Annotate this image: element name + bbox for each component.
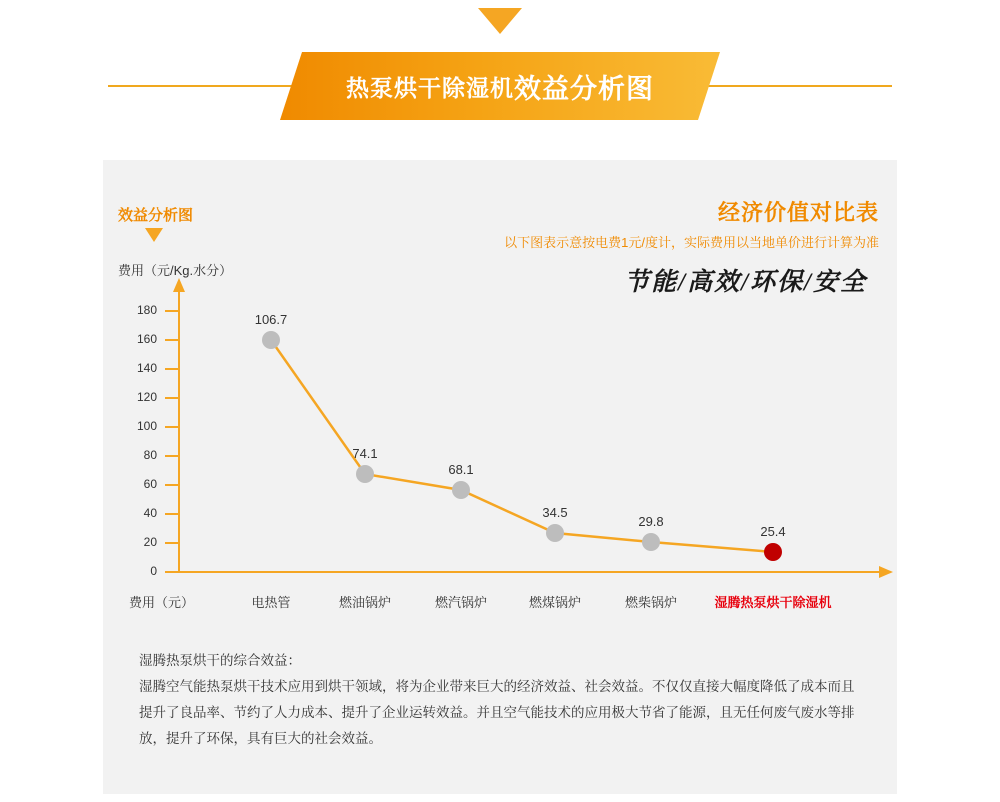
summary-text <box>139 648 863 752</box>
data-label: 74.1 <box>352 446 378 461</box>
x-axis-label: 费用（元） <box>129 595 195 610</box>
banner-title-part2: 效益分析图 <box>514 73 654 104</box>
banner-rule-left <box>108 85 298 87</box>
y-tick-label: 0 <box>150 564 157 578</box>
x-category-label-highlight: 湿腾热泵烘干除湿机 <box>714 595 832 610</box>
data-label: 25.4 <box>760 524 786 539</box>
data-label: 106.7 <box>254 312 288 327</box>
y-tick-label: 160 <box>136 332 157 346</box>
y-tick-label: 180 <box>136 303 157 317</box>
y-tick-label: 100 <box>136 419 157 433</box>
y-tick-label: 140 <box>136 361 157 375</box>
comparison-title: 经济价值对比表 <box>717 200 879 225</box>
x-category-label: 燃煤锅炉 <box>528 595 581 610</box>
comparison-subtitle: 以下图表示意按电费1元/度计，实际费用以当地单价进行计算为准 <box>504 235 879 250</box>
banner <box>0 52 1000 120</box>
x-category-label: 燃柴锅炉 <box>624 595 677 610</box>
data-label: 29.8 <box>638 514 664 529</box>
x-category-label: 燃汽锅炉 <box>434 595 487 610</box>
y-tick-label: 20 <box>143 535 157 549</box>
x-category-label: 电热管 <box>251 595 291 610</box>
chevron-down-icon <box>478 8 522 34</box>
data-label: 34.5 <box>542 505 568 520</box>
x-category-label: 燃油锅炉 <box>338 595 391 610</box>
banner-title <box>280 52 720 120</box>
y-tick-label: 80 <box>143 448 157 462</box>
content-panel <box>103 160 897 794</box>
y-tick-label: 40 <box>143 506 157 520</box>
summary-body: 湿腾空气能热泵烘干技术应用到烘干领域，将为企业带来巨大的经济效益、社会效益。不仅仅直接大幅度降低了成本而且提升了良品率、节约了人力成本、提升了企业运转效益。并且空气能技术的应用极大节省了能源，且无任何废气废水等排放，提升了环保，具有巨大的社会效益。 <box>139 679 855 746</box>
summary-lead: 湿腾热泵烘干的综合效益： <box>139 653 301 668</box>
y-tick-label: 60 <box>143 477 157 491</box>
chart-title: 效益分析图 <box>118 207 194 224</box>
banner-rule-right <box>700 85 892 87</box>
slogan: 节能/高效/环保/安全 <box>624 269 867 296</box>
y-axis-label: 费用（元/Kg.水分） <box>118 263 233 278</box>
data-label: 68.1 <box>448 462 474 477</box>
banner-title-part1: 热泵烘干除湿机 <box>346 74 514 101</box>
y-tick-label: 120 <box>136 390 157 404</box>
